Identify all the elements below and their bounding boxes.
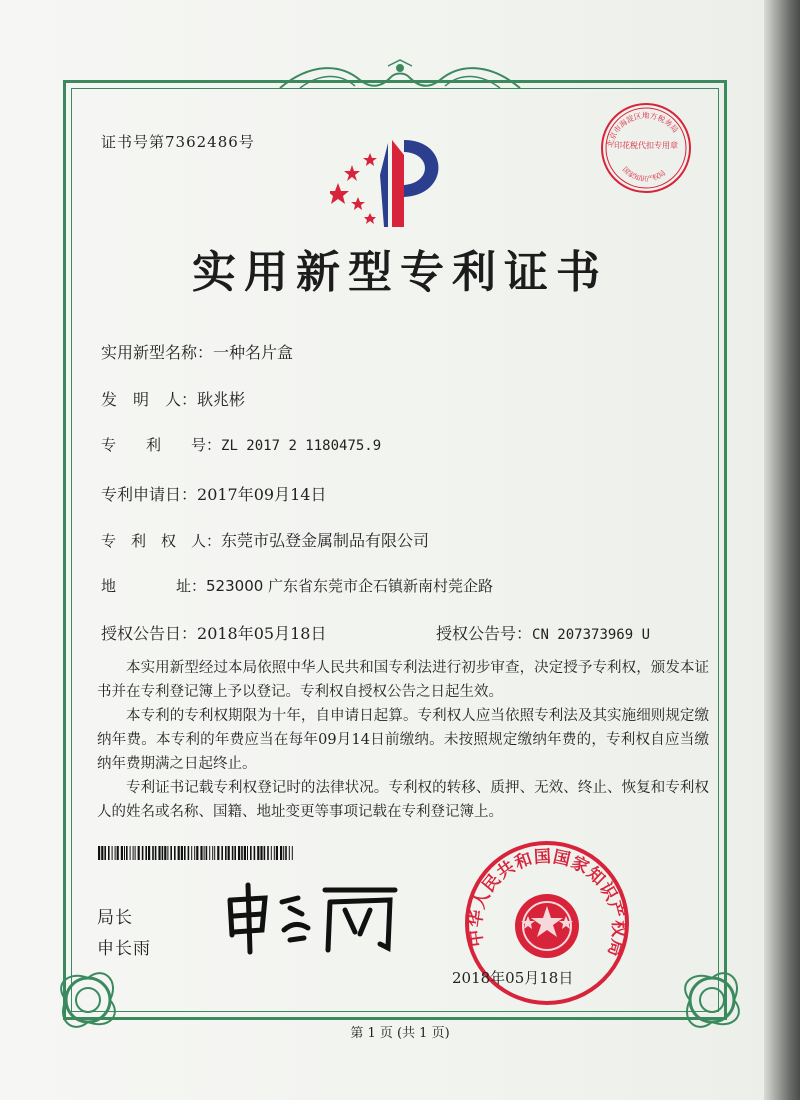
- cnipa-logo-icon: [330, 135, 450, 230]
- tax-stamp-bottom-text: 国家知识产权局: [620, 165, 668, 184]
- inventor-value: 耿兆彬: [197, 390, 246, 409]
- grant-number-value: CN 207373969 U: [532, 627, 651, 643]
- filing-date-value: 2017年09月14日: [197, 485, 327, 504]
- tax-stamp-center-text: 印花税代扣专用章: [614, 141, 678, 150]
- legal-paragraph: 本专利的专利权期限为十年，自申请日起算。专利权人应当依照专利法及其实施细则规定缴纳年费。本专利的年费应当在每年09月14日前缴纳。未按照规定缴纳年费的，专利权自应当缴纳年费期满之日起终止。: [97, 708, 709, 772]
- certificate-number: 证书号第7362486号: [101, 133, 255, 151]
- top-ornament-icon: [270, 58, 530, 98]
- patentee-value: 东莞市弘登金属制品有限公司: [221, 531, 430, 550]
- handwritten-signature: [220, 880, 410, 960]
- field-grant-date: [101, 621, 326, 644]
- utility-name-label: 实用新型名称：: [101, 343, 214, 362]
- legal-paragraph: 本实用新型经过本局依照中华人民共和国专利法进行初步审查，决定授予专利权，颁发本证书并在专利登记簿上予以登记。专利权自授权公告之日起生效。: [97, 660, 709, 700]
- address-label: 地 址：: [101, 577, 207, 595]
- barcode-icon: [98, 846, 294, 860]
- signer-name: 申长雨: [97, 939, 151, 959]
- field-grant-number: [436, 621, 650, 644]
- legal-paragraph: 专利证书记载专利权登记时的法律状况。专利权的转移、质押、无效、终止、恢复和专利权人的姓名或名称、国籍、地址变更等事项记载在专利登记簿上。: [97, 780, 709, 820]
- seal-text: 中华人民共和国国家知识产权局: [465, 846, 629, 960]
- patent-number-label: 专 利 号：: [101, 436, 222, 454]
- seal-date: 2018年05月18日: [452, 969, 574, 987]
- utility-name-value: 一种名片盒: [213, 343, 294, 362]
- filing-date-label: 专利申请日：: [101, 485, 198, 504]
- address-value: 523000 广东省东莞市企石镇新南村莞企路: [206, 577, 494, 595]
- field-inventor: [101, 387, 245, 410]
- field-utility-name: [101, 340, 293, 363]
- patentee-label: 专 利 权 人：: [101, 532, 222, 550]
- scan-edge: [764, 0, 800, 1100]
- grant-date-label: 授权公告日：: [101, 624, 198, 643]
- tax-stamp-icon: [598, 100, 694, 196]
- patent-number-value: ZL 2017 2 1180475.9: [221, 438, 382, 454]
- svg-text:国家知识产权局: [621, 165, 668, 184]
- grant-number-label: 授权公告号：: [436, 624, 533, 643]
- certificate-title: 实用新型专利证书: [192, 247, 608, 298]
- inventor-label: 发 明 人：: [101, 390, 198, 409]
- field-filing-date: [101, 482, 326, 505]
- field-patentee: [101, 528, 429, 551]
- field-patent-number: [101, 434, 381, 455]
- tax-stamp-ring-text: 北京市海淀区地方税务局: [605, 110, 680, 149]
- signer-title: 局长: [97, 908, 133, 928]
- grant-date-value: 2018年05月18日: [197, 624, 327, 643]
- field-address: [101, 575, 493, 596]
- legal-text: [97, 656, 709, 824]
- page-footer: 第 1 页 (共 1 页): [350, 1026, 450, 1041]
